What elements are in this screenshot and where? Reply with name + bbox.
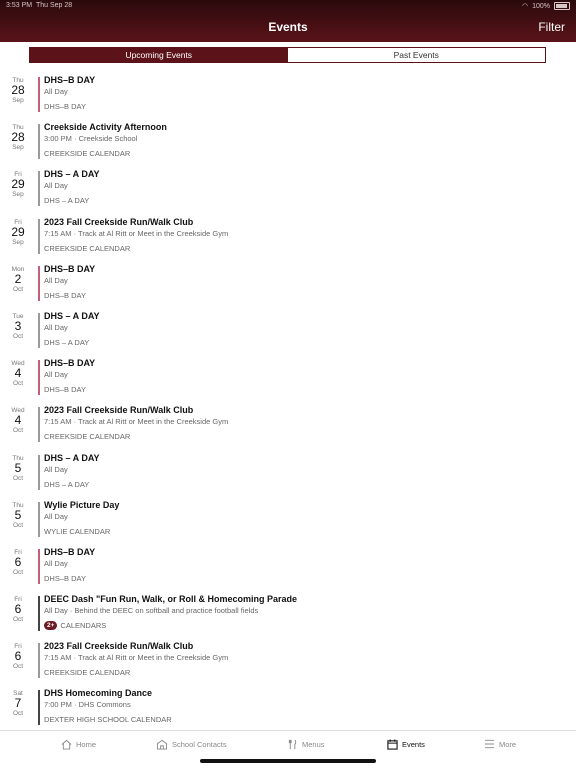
event-month: Oct <box>12 521 24 529</box>
event-month: Oct <box>12 663 24 671</box>
calendar-color-bar <box>38 313 40 348</box>
event-weekday: Mon <box>11 265 25 273</box>
event-row[interactable] <box>0 638 576 685</box>
tab-menus-label: Menus <box>302 740 325 749</box>
event-row[interactable] <box>0 402 576 449</box>
event-calendar <box>44 668 130 677</box>
event-day-number: 28 <box>11 83 25 97</box>
event-day-number: 5 <box>14 460 22 475</box>
event-day-number: 3 <box>14 318 22 333</box>
event-calendar-name: DHS–B DAY <box>44 573 86 583</box>
calendar-count-badge: 2+ <box>44 621 57 630</box>
event-date <box>0 77 36 104</box>
event-weekday: Fri <box>14 596 22 604</box>
status-bar <box>6 2 570 12</box>
event-weekday: Fri <box>14 218 22 226</box>
event-calendar-name: CREEKSIDE CALENDAR <box>44 668 131 678</box>
event-date <box>0 643 36 670</box>
event-weekday: Thu <box>12 501 24 509</box>
calendar-color-bar <box>38 77 40 112</box>
event-time-location: All Day <box>44 511 68 521</box>
bottom-tab-bar <box>0 730 576 768</box>
event-day-number: 4 <box>14 366 22 381</box>
event-title: DHS–B DAY <box>44 358 96 369</box>
event-calendar <box>44 102 86 111</box>
event-calendar-name: WYLIE CALENDAR <box>44 526 111 536</box>
calendar-color-bar <box>38 643 40 678</box>
event-date <box>0 502 36 529</box>
event-weekday: Sat <box>13 690 23 698</box>
event-row[interactable] <box>0 166 576 213</box>
event-title: DHS Homecoming Dance <box>44 688 153 699</box>
calendar-color-bar <box>38 171 40 206</box>
utensils-icon <box>288 739 298 750</box>
event-time-location: All Day <box>44 322 68 332</box>
event-segment-control <box>29 47 546 63</box>
calendar-color-bar <box>38 596 40 631</box>
event-title: 2023 Fall Creekside Run/Walk Club <box>44 216 194 227</box>
event-calendar <box>44 527 110 536</box>
event-title: 2023 Fall Creekside Run/Walk Club <box>44 405 194 416</box>
tab-more[interactable] <box>484 739 516 749</box>
calendar-color-bar <box>38 219 40 254</box>
event-row[interactable] <box>0 591 576 638</box>
calendar-color-bar <box>38 124 40 159</box>
battery-percent: 100% <box>532 2 550 10</box>
event-time-location: All Day <box>44 275 68 285</box>
event-calendar <box>44 385 86 394</box>
event-time-location: All Day <box>44 181 68 191</box>
event-calendar-name: DHS – A DAY <box>44 337 90 347</box>
menu-icon <box>484 739 495 749</box>
event-date <box>0 690 36 717</box>
event-time-location: 3:00 PM · Creekside School <box>44 134 138 144</box>
event-month: Sep <box>12 144 24 152</box>
calendar-color-bar <box>38 690 40 725</box>
event-month: Sep <box>12 97 24 104</box>
event-calendar <box>44 244 130 253</box>
event-month: Sep <box>12 191 24 199</box>
event-calendar-name: DHS–B DAY <box>44 102 86 111</box>
event-day-number: 4 <box>14 413 22 428</box>
event-date <box>0 266 36 293</box>
event-title: Wylie Picture Day <box>44 499 120 510</box>
event-date <box>0 219 36 246</box>
event-time-location: All Day <box>44 558 68 568</box>
event-title: DHS – A DAY <box>44 452 100 463</box>
event-weekday: Thu <box>12 77 24 84</box>
event-month: Oct <box>12 568 24 576</box>
event-date <box>0 124 36 151</box>
event-row[interactable] <box>0 355 576 402</box>
calendar-color-bar <box>38 502 40 537</box>
page-title: Events <box>268 20 308 34</box>
event-weekday: Thu <box>12 124 24 132</box>
event-day-number: 6 <box>14 649 22 664</box>
event-title: Creekside Activity Afternoon <box>44 122 167 133</box>
event-calendar <box>44 338 89 347</box>
tab-home[interactable] <box>61 739 96 750</box>
event-list <box>0 72 576 733</box>
event-calendar-name: DEXTER HIGH SCHOOL CALENDAR <box>44 715 172 725</box>
event-date <box>0 455 36 482</box>
event-date <box>0 407 36 434</box>
event-row[interactable] <box>0 497 576 544</box>
event-calendar-name: DHS–B DAY <box>44 385 86 395</box>
event-time-location: 7:15 AM · Track at Al Ritt or Meet in the Creekside Gym <box>44 653 229 663</box>
tab-school-contacts-label: School Contacts <box>172 740 227 749</box>
event-date <box>0 313 36 340</box>
event-day-number: 29 <box>11 177 25 192</box>
event-calendar <box>44 149 130 158</box>
event-row[interactable] <box>0 685 576 732</box>
event-calendar <box>44 621 106 630</box>
event-calendar <box>44 196 89 205</box>
event-date <box>0 171 36 198</box>
calendar-color-bar <box>38 549 40 584</box>
event-date <box>0 596 36 623</box>
status-date: Thu Sep 28 <box>35 2 73 9</box>
event-date <box>0 360 36 387</box>
tab-past-events[interactable]: Past Events <box>288 48 546 62</box>
home-icon <box>61 739 72 750</box>
calendar-color-bar <box>38 407 40 442</box>
event-day-number: 5 <box>14 507 22 522</box>
tab-events[interactable] <box>387 739 425 750</box>
event-row[interactable] <box>0 450 576 497</box>
event-month: Sep <box>12 238 24 246</box>
event-row[interactable] <box>0 214 576 261</box>
tab-menus[interactable] <box>288 739 325 750</box>
calendar-color-bar <box>38 360 40 395</box>
event-calendar-name: CREEKSIDE CALENDAR <box>44 432 131 442</box>
event-time-location: 7:00 PM · DHS Commons <box>44 700 131 710</box>
status-time: 3:53 PM <box>6 2 33 9</box>
filter-button[interactable]: Filter <box>538 20 565 34</box>
event-month: Oct <box>12 616 24 624</box>
event-day-number: 28 <box>11 130 25 145</box>
event-day-number: 2 <box>14 271 22 286</box>
event-weekday: Tue <box>12 312 24 320</box>
tab-home-label: Home <box>76 740 97 749</box>
home-indicator[interactable] <box>200 759 376 763</box>
event-calendar-name: CREEKSIDE CALENDAR <box>44 243 131 253</box>
event-row[interactable] <box>0 261 576 308</box>
event-time-location: 7:15 AM · Track at Al Ritt or Meet in the Creekside Gym <box>44 228 229 238</box>
calendar-icon <box>387 739 398 750</box>
event-month: Oct <box>12 380 24 388</box>
event-calendar <box>44 480 89 489</box>
event-time-location: All Day · Behind the DEEC on softball and practice football fields <box>44 606 259 616</box>
event-date <box>0 549 36 576</box>
event-row[interactable] <box>0 119 576 166</box>
event-title: DHS–B DAY <box>44 263 96 274</box>
event-day-number: 29 <box>11 224 25 239</box>
event-calendar-name: DHS – A DAY <box>44 196 90 206</box>
calendar-color-bar <box>38 455 40 490</box>
event-weekday: Wed <box>11 360 25 368</box>
tab-events-label: Events <box>402 740 425 749</box>
event-calendar-name: CREEKSIDE CALENDAR <box>44 149 131 159</box>
tab-school-contacts[interactable] <box>156 739 227 750</box>
wifi-icon: ◠ <box>521 3 529 10</box>
event-weekday: Thu <box>12 454 24 462</box>
battery-icon <box>554 2 570 10</box>
school-icon <box>156 739 168 750</box>
event-weekday: Fri <box>14 548 22 556</box>
event-time-location: All Day <box>44 464 68 474</box>
event-row[interactable] <box>0 308 576 355</box>
event-weekday: Wed <box>11 407 25 415</box>
event-month: Oct <box>12 285 24 293</box>
event-title: DHS – A DAY <box>44 169 100 180</box>
tab-more-label: More <box>499 739 517 749</box>
event-title: DHS – A DAY <box>44 310 100 321</box>
tab-upcoming-events[interactable]: Upcoming Events <box>30 48 288 62</box>
event-time-location: All Day <box>44 370 68 380</box>
event-month: Oct <box>12 710 24 718</box>
app-header <box>0 0 576 42</box>
event-month: Oct <box>12 474 24 482</box>
event-month: Oct <box>12 427 24 435</box>
event-calendar-name: DHS–B DAY <box>44 290 86 300</box>
event-day-number: 6 <box>14 602 22 617</box>
event-calendar <box>44 715 172 724</box>
event-calendar <box>44 432 130 441</box>
event-weekday: Fri <box>14 171 22 179</box>
event-title: 2023 Fall Creekside Run/Walk Club <box>44 641 194 652</box>
calendar-color-bar <box>38 266 40 301</box>
event-day-number: 6 <box>14 554 22 569</box>
event-time-location: 7:15 AM · Track at Al Ritt or Meet in the Creekside Gym <box>44 417 229 427</box>
event-time-location: All Day <box>44 87 68 96</box>
event-weekday: Fri <box>14 643 22 651</box>
event-calendar <box>44 291 86 300</box>
event-row[interactable] <box>0 72 576 119</box>
event-calendar-name: DHS – A DAY <box>44 479 90 489</box>
event-day-number: 7 <box>14 696 22 711</box>
event-row[interactable] <box>0 544 576 591</box>
event-calendar <box>44 574 86 583</box>
event-title: DHS–B DAY <box>44 75 96 85</box>
event-title: DHS–B DAY <box>44 546 96 557</box>
event-month: Oct <box>12 332 24 340</box>
event-title: DEEC Dash "Fun Run, Walk, or Roll & Homecoming Parade <box>44 594 297 605</box>
event-calendar-name: CALENDARS <box>60 621 107 631</box>
